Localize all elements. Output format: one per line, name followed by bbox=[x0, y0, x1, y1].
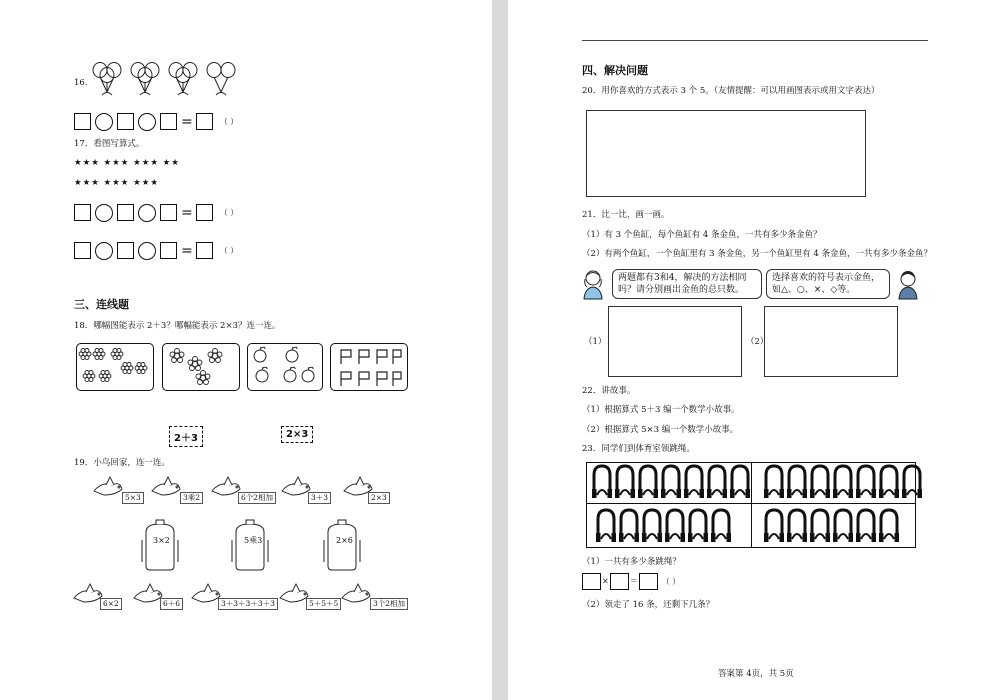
bird-label[interactable]: 3乘2 bbox=[180, 492, 203, 504]
answer-square[interactable] bbox=[160, 204, 177, 221]
times-sign: × bbox=[602, 576, 609, 586]
speech-bubble-girl: 两题都有3和4，解决的方法相同吗？请分别画出金鱼的总只数。 bbox=[612, 269, 762, 299]
q23-prompt: 23．同学们到体育室领跳绳。 bbox=[582, 444, 695, 454]
answer-square[interactable] bbox=[74, 204, 91, 221]
q20-answer-box[interactable] bbox=[586, 110, 866, 197]
bird-label[interactable]: 2×3 bbox=[368, 492, 390, 504]
unit-blank: （ ） bbox=[219, 246, 239, 255]
unit-blank: （ ） bbox=[661, 577, 681, 586]
answer-square[interactable] bbox=[117, 204, 134, 221]
document-page-right bbox=[508, 0, 1002, 700]
operator-circle[interactable] bbox=[138, 242, 156, 260]
equals-sign: ＝ bbox=[629, 576, 638, 586]
answer-square[interactable] bbox=[74, 242, 91, 259]
backpack-row-illustration bbox=[138, 522, 398, 574]
header-rule bbox=[582, 40, 928, 41]
backpack-label[interactable]: 3×2 bbox=[153, 536, 170, 545]
operator-circle[interactable] bbox=[138, 204, 156, 222]
answer-square[interactable] bbox=[196, 242, 213, 259]
answer-square[interactable] bbox=[117, 242, 134, 259]
jump-rope-illustration bbox=[587, 463, 917, 549]
picture-box-apples[interactable] bbox=[247, 343, 323, 391]
backpack-label[interactable]: 2×6 bbox=[336, 536, 353, 545]
picture-box-flowers[interactable] bbox=[76, 343, 154, 391]
q16-equation-row: = （ ） bbox=[74, 111, 238, 131]
unit-blank: （ ） bbox=[219, 117, 239, 126]
jump-rope-picture bbox=[586, 462, 916, 548]
section-title: 三、连线题 bbox=[74, 298, 129, 311]
bird-row-top-illustration bbox=[92, 475, 472, 505]
q17-equation-row-2: = （ ） bbox=[74, 240, 238, 260]
q18-prompt: 18．哪幅图能表示 2＋3？哪幅能表示 2×3？连一连。 bbox=[74, 321, 281, 331]
q17-stars-row1: ★★★ ★★★ ★★★ ★★ bbox=[74, 158, 180, 168]
q21-sub1: （1）有 3 个鱼缸，每个鱼缸有 4 条金鱼，一共有多少条金鱼？ bbox=[582, 230, 822, 240]
answer-square[interactable] bbox=[117, 113, 134, 130]
q21-sub2: （2）有两个鱼缸，一个鱼缸里有 3 条金鱼，另一个鱼缸里有 4 条金鱼，一共有多少条金鱼？ bbox=[582, 249, 933, 259]
q22-sub1: （1）根据算式 5＋3 编一个数学小故事。 bbox=[582, 405, 740, 415]
backpack-label[interactable]: 5乘3 bbox=[244, 536, 263, 545]
q20-prompt: 20．用你喜欢的方式表示 3 个 5。（友情提醒：可以用画图表示或用文字表达） bbox=[582, 86, 880, 96]
q23-sub2: （2）领走了 16 条，还剩下几条？ bbox=[582, 600, 715, 610]
q17-stars-row2: ★★★ ★★★ ★★★ bbox=[74, 178, 159, 188]
q21-answer-box-1[interactable] bbox=[608, 306, 742, 377]
operator-circle[interactable] bbox=[95, 242, 113, 260]
bird-label[interactable]: 3＋3 bbox=[308, 492, 331, 504]
bird-label[interactable]: 3＋3＋3＋3＋3 bbox=[218, 598, 278, 610]
q19-prompt: 19．小鸟回家，连一连。 bbox=[74, 458, 170, 468]
speech-bubble-boy: 选择喜欢的符号表示金鱼，如△、○、×、◇等。 bbox=[766, 269, 890, 299]
balloon-bunches-illustration bbox=[88, 62, 248, 102]
q21-prompt: 21．比一比，画一画。 bbox=[582, 210, 670, 220]
answer-square[interactable] bbox=[610, 573, 629, 590]
flower-group-illustration bbox=[163, 344, 241, 392]
q21-box1-label: （1） bbox=[584, 337, 607, 347]
apple-group-illustration bbox=[248, 344, 324, 392]
bird-label[interactable]: 6＋6 bbox=[160, 598, 183, 610]
section-title: 四、解决问题 bbox=[582, 64, 648, 77]
bird-label[interactable]: 5＋5＋5 bbox=[306, 598, 341, 610]
q21-answer-box-2[interactable] bbox=[764, 306, 898, 377]
q17-prompt: 17．看图写算式。 bbox=[74, 139, 145, 149]
picture-box-flowers-2[interactable] bbox=[162, 343, 240, 391]
answer-square[interactable] bbox=[582, 573, 601, 590]
picture-box-flags[interactable] bbox=[330, 343, 408, 391]
bird-label[interactable]: 5×3 bbox=[122, 492, 144, 504]
document-page-left bbox=[0, 0, 492, 700]
flower-group-illustration bbox=[77, 344, 155, 392]
flag-group-illustration bbox=[331, 344, 409, 392]
girl-avatar-icon bbox=[581, 269, 605, 299]
bird-label[interactable]: 6×2 bbox=[100, 598, 122, 610]
answer-square[interactable] bbox=[196, 113, 213, 130]
page-footer: 答案第 4页，共 5页 bbox=[718, 669, 794, 679]
unit-blank: （ ） bbox=[219, 208, 239, 217]
operator-circle[interactable] bbox=[95, 113, 113, 131]
q17-equation-row-1: = （ ） bbox=[74, 202, 238, 222]
answer-square[interactable] bbox=[639, 573, 658, 590]
answer-square[interactable] bbox=[160, 113, 177, 130]
q21-box2-label: （2） bbox=[746, 337, 769, 347]
q16-number: 16. bbox=[74, 78, 88, 88]
answer-square[interactable] bbox=[74, 113, 91, 130]
answer-square[interactable] bbox=[160, 242, 177, 259]
q23-sub1: （1）一共有多少条跳绳？ bbox=[582, 557, 681, 567]
q23-equation-row bbox=[582, 573, 680, 590]
answer-square[interactable] bbox=[196, 204, 213, 221]
expression-card-product[interactable]: 2×3 bbox=[281, 426, 313, 443]
bird-label[interactable]: 3个2相加 bbox=[370, 598, 408, 610]
operator-circle[interactable] bbox=[138, 113, 156, 131]
q22-prompt: 22．讲故事。 bbox=[582, 386, 636, 396]
q22-sub2: （2）根据算式 5×3 编一个数学小故事。 bbox=[582, 425, 739, 435]
bird-label[interactable]: 6个2相加 bbox=[238, 492, 276, 504]
expression-card-sum[interactable]: 2＋3 bbox=[169, 426, 203, 447]
operator-circle[interactable] bbox=[95, 204, 113, 222]
boy-avatar-icon bbox=[896, 269, 920, 299]
